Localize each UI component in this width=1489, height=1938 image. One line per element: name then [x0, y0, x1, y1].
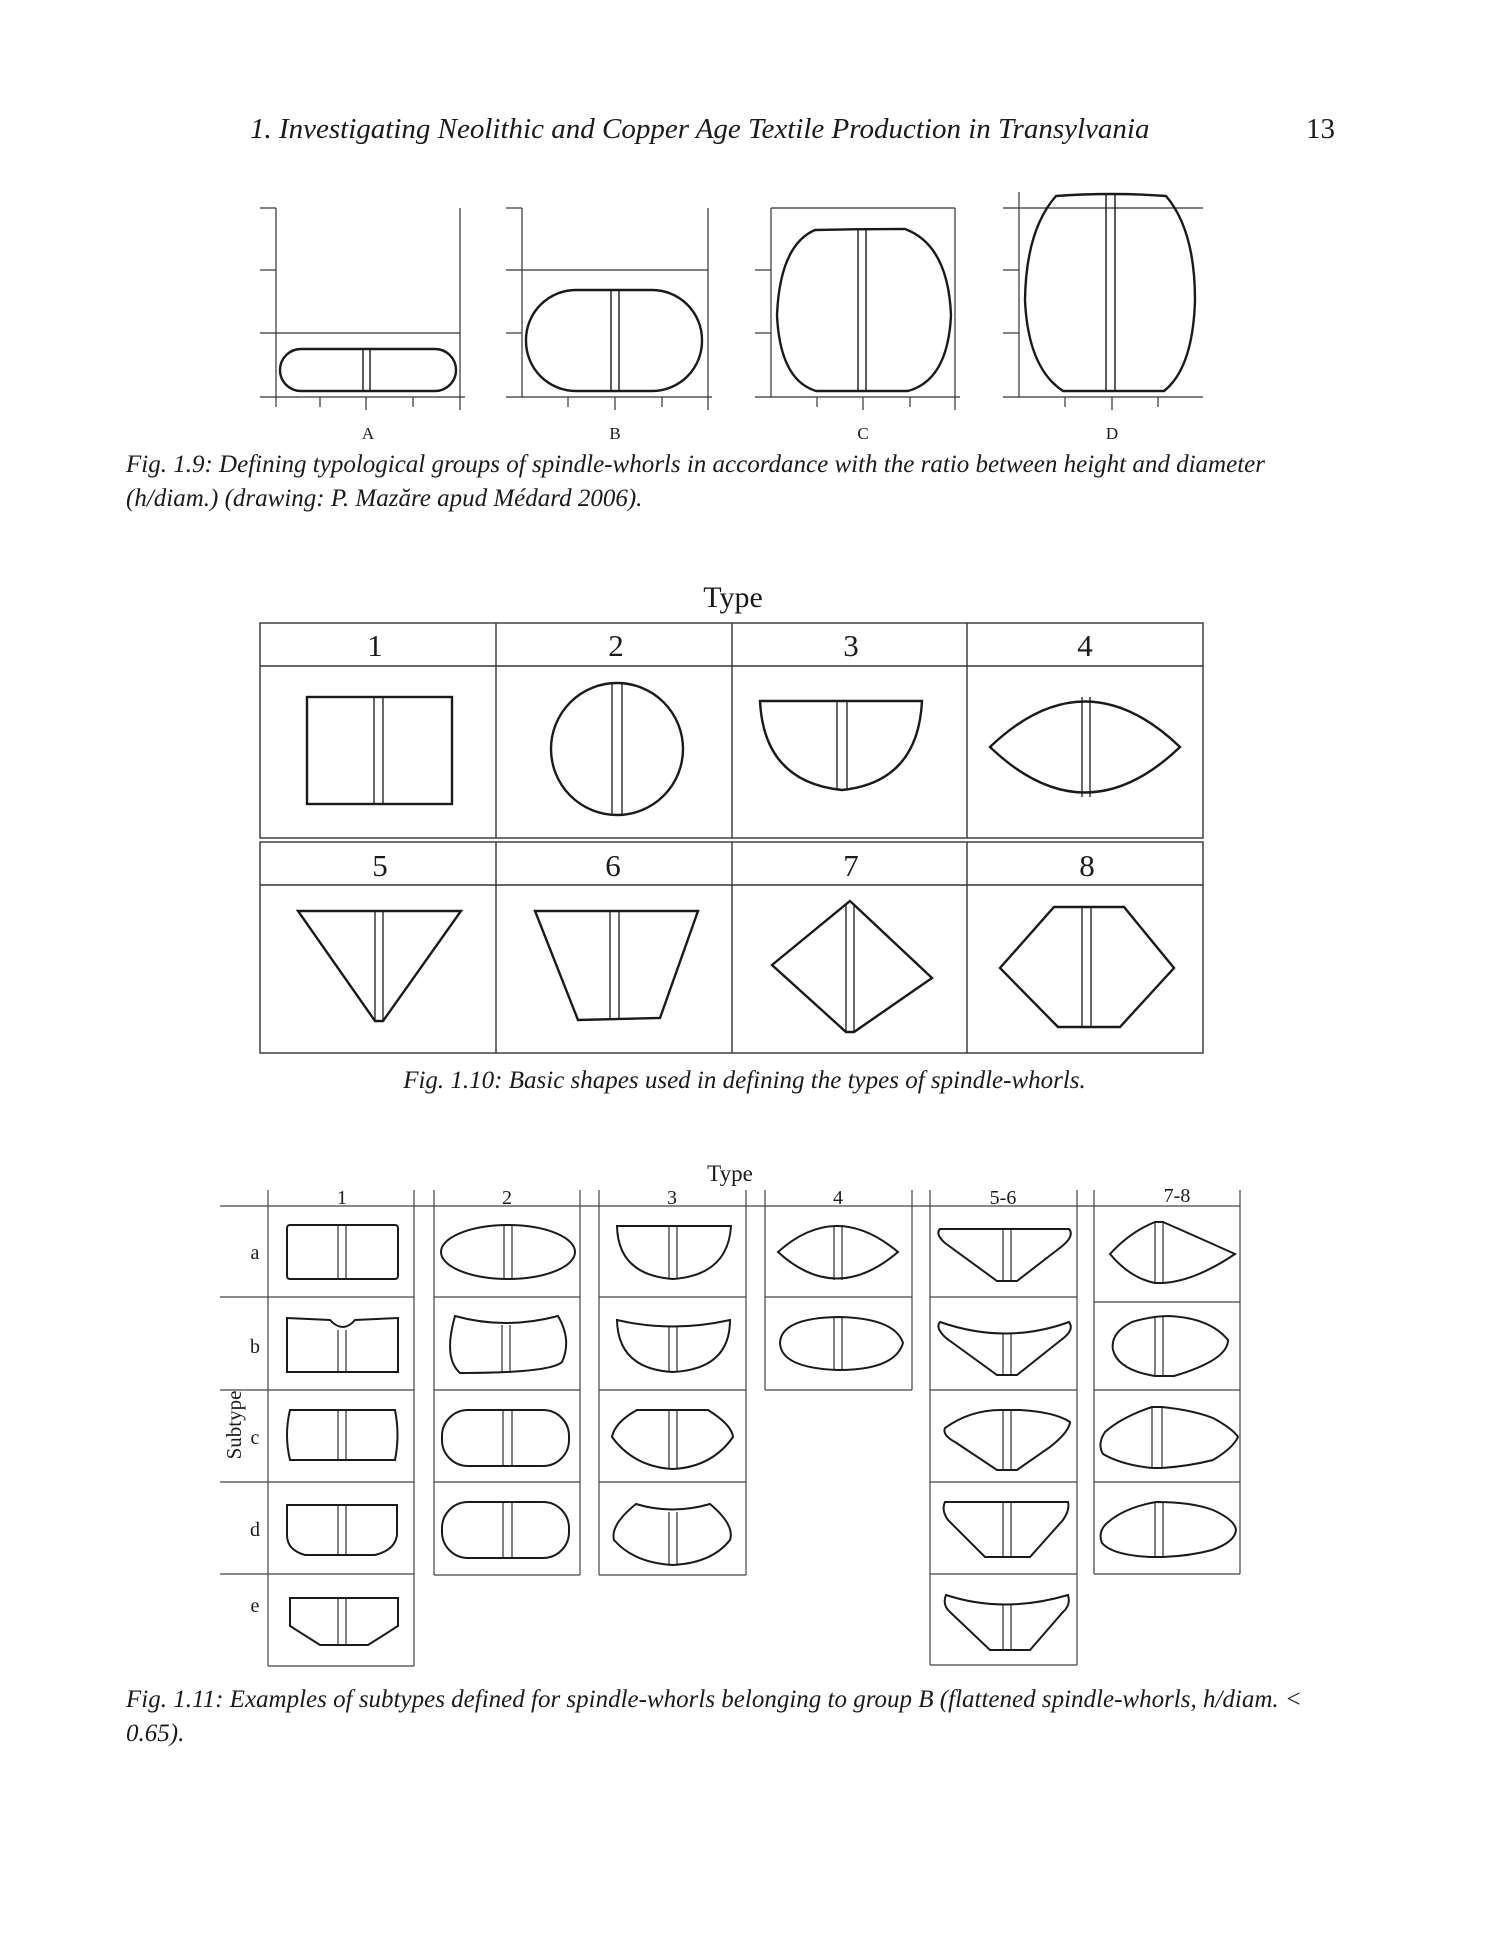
- type-label-6: 6: [605, 848, 621, 883]
- group-label-c: C: [857, 424, 869, 443]
- group-b-whorl: [526, 290, 702, 391]
- subtype-col-4: 4: [833, 1187, 843, 1209]
- group-d-whorl: [1025, 194, 1195, 391]
- subtype-row-c: c: [250, 1427, 260, 1449]
- group-label-d: D: [1105, 424, 1119, 443]
- type-label-5: 5: [372, 848, 388, 883]
- group-label-b: B: [609, 424, 621, 443]
- subtype-row-a: a: [250, 1242, 260, 1264]
- type-label-8: 8: [1079, 848, 1095, 883]
- subtype-col-5-6: 5-6: [989, 1187, 1017, 1209]
- page-number: 13: [1306, 113, 1335, 145]
- fig11-shapes: [287, 1222, 1238, 1650]
- subtype-col-7-8: 7-8: [1163, 1185, 1191, 1207]
- figure-1-9-caption: Fig. 1.9: Defining typological groups of spindle-whorls in accordance with the ratio between height and diameter (h/diam.) (drawing: P. Mazăre apud Médard 2006).: [126, 451, 1265, 512]
- type-label-7: 7: [843, 848, 859, 883]
- subtype-row-d: d: [250, 1519, 260, 1541]
- type-1-shape: [307, 697, 452, 804]
- figure-1-11-caption: Fig. 1.11: Examples of subtypes defined for spindle-whorls belonging to group B (flattened spindle-whorls, h/diam. < 0.65).: [126, 1686, 1302, 1747]
- type-5-shape: [298, 911, 461, 1021]
- fig11-holes: [338, 1222, 1163, 1650]
- fig10-type-heading: Type: [703, 581, 763, 614]
- group-a-whorl: [280, 349, 456, 391]
- type-3-shape: [760, 701, 922, 790]
- fig11-type-heading: Type: [707, 1161, 753, 1186]
- type-label-3: 3: [843, 628, 859, 663]
- group-c-whorl: [777, 229, 951, 391]
- type-label-2: 2: [608, 628, 624, 663]
- subtype-col-2: 2: [502, 1187, 512, 1209]
- type-4-shape: [990, 702, 1180, 793]
- subtype-row-b: b: [250, 1336, 260, 1358]
- subtype-axis-label: Subtype: [222, 1390, 246, 1460]
- type-2-shape: [551, 683, 683, 815]
- running-head: 1. Investigating Neolithic and Copper Age Textile Production in Transylvania: [250, 113, 1150, 145]
- subtype-col-1: 1: [337, 1187, 347, 1209]
- subtype-col-3: 3: [667, 1187, 677, 1209]
- type-8-shape: [1000, 907, 1174, 1027]
- type-7-shape: [772, 901, 932, 1032]
- group-label-a: A: [361, 424, 375, 443]
- type-6-shape: [535, 911, 698, 1020]
- type-label-4: 4: [1077, 628, 1093, 663]
- fig10-grid: [260, 623, 1203, 1053]
- type-label-1: 1: [367, 628, 383, 663]
- subtype-row-e: e: [250, 1595, 260, 1617]
- group-d-panel: [1003, 192, 1203, 410]
- figure-1-10-caption: Fig. 1.10: Basic shapes used in defining the types of spindle-whorls.: [403, 1067, 1086, 1094]
